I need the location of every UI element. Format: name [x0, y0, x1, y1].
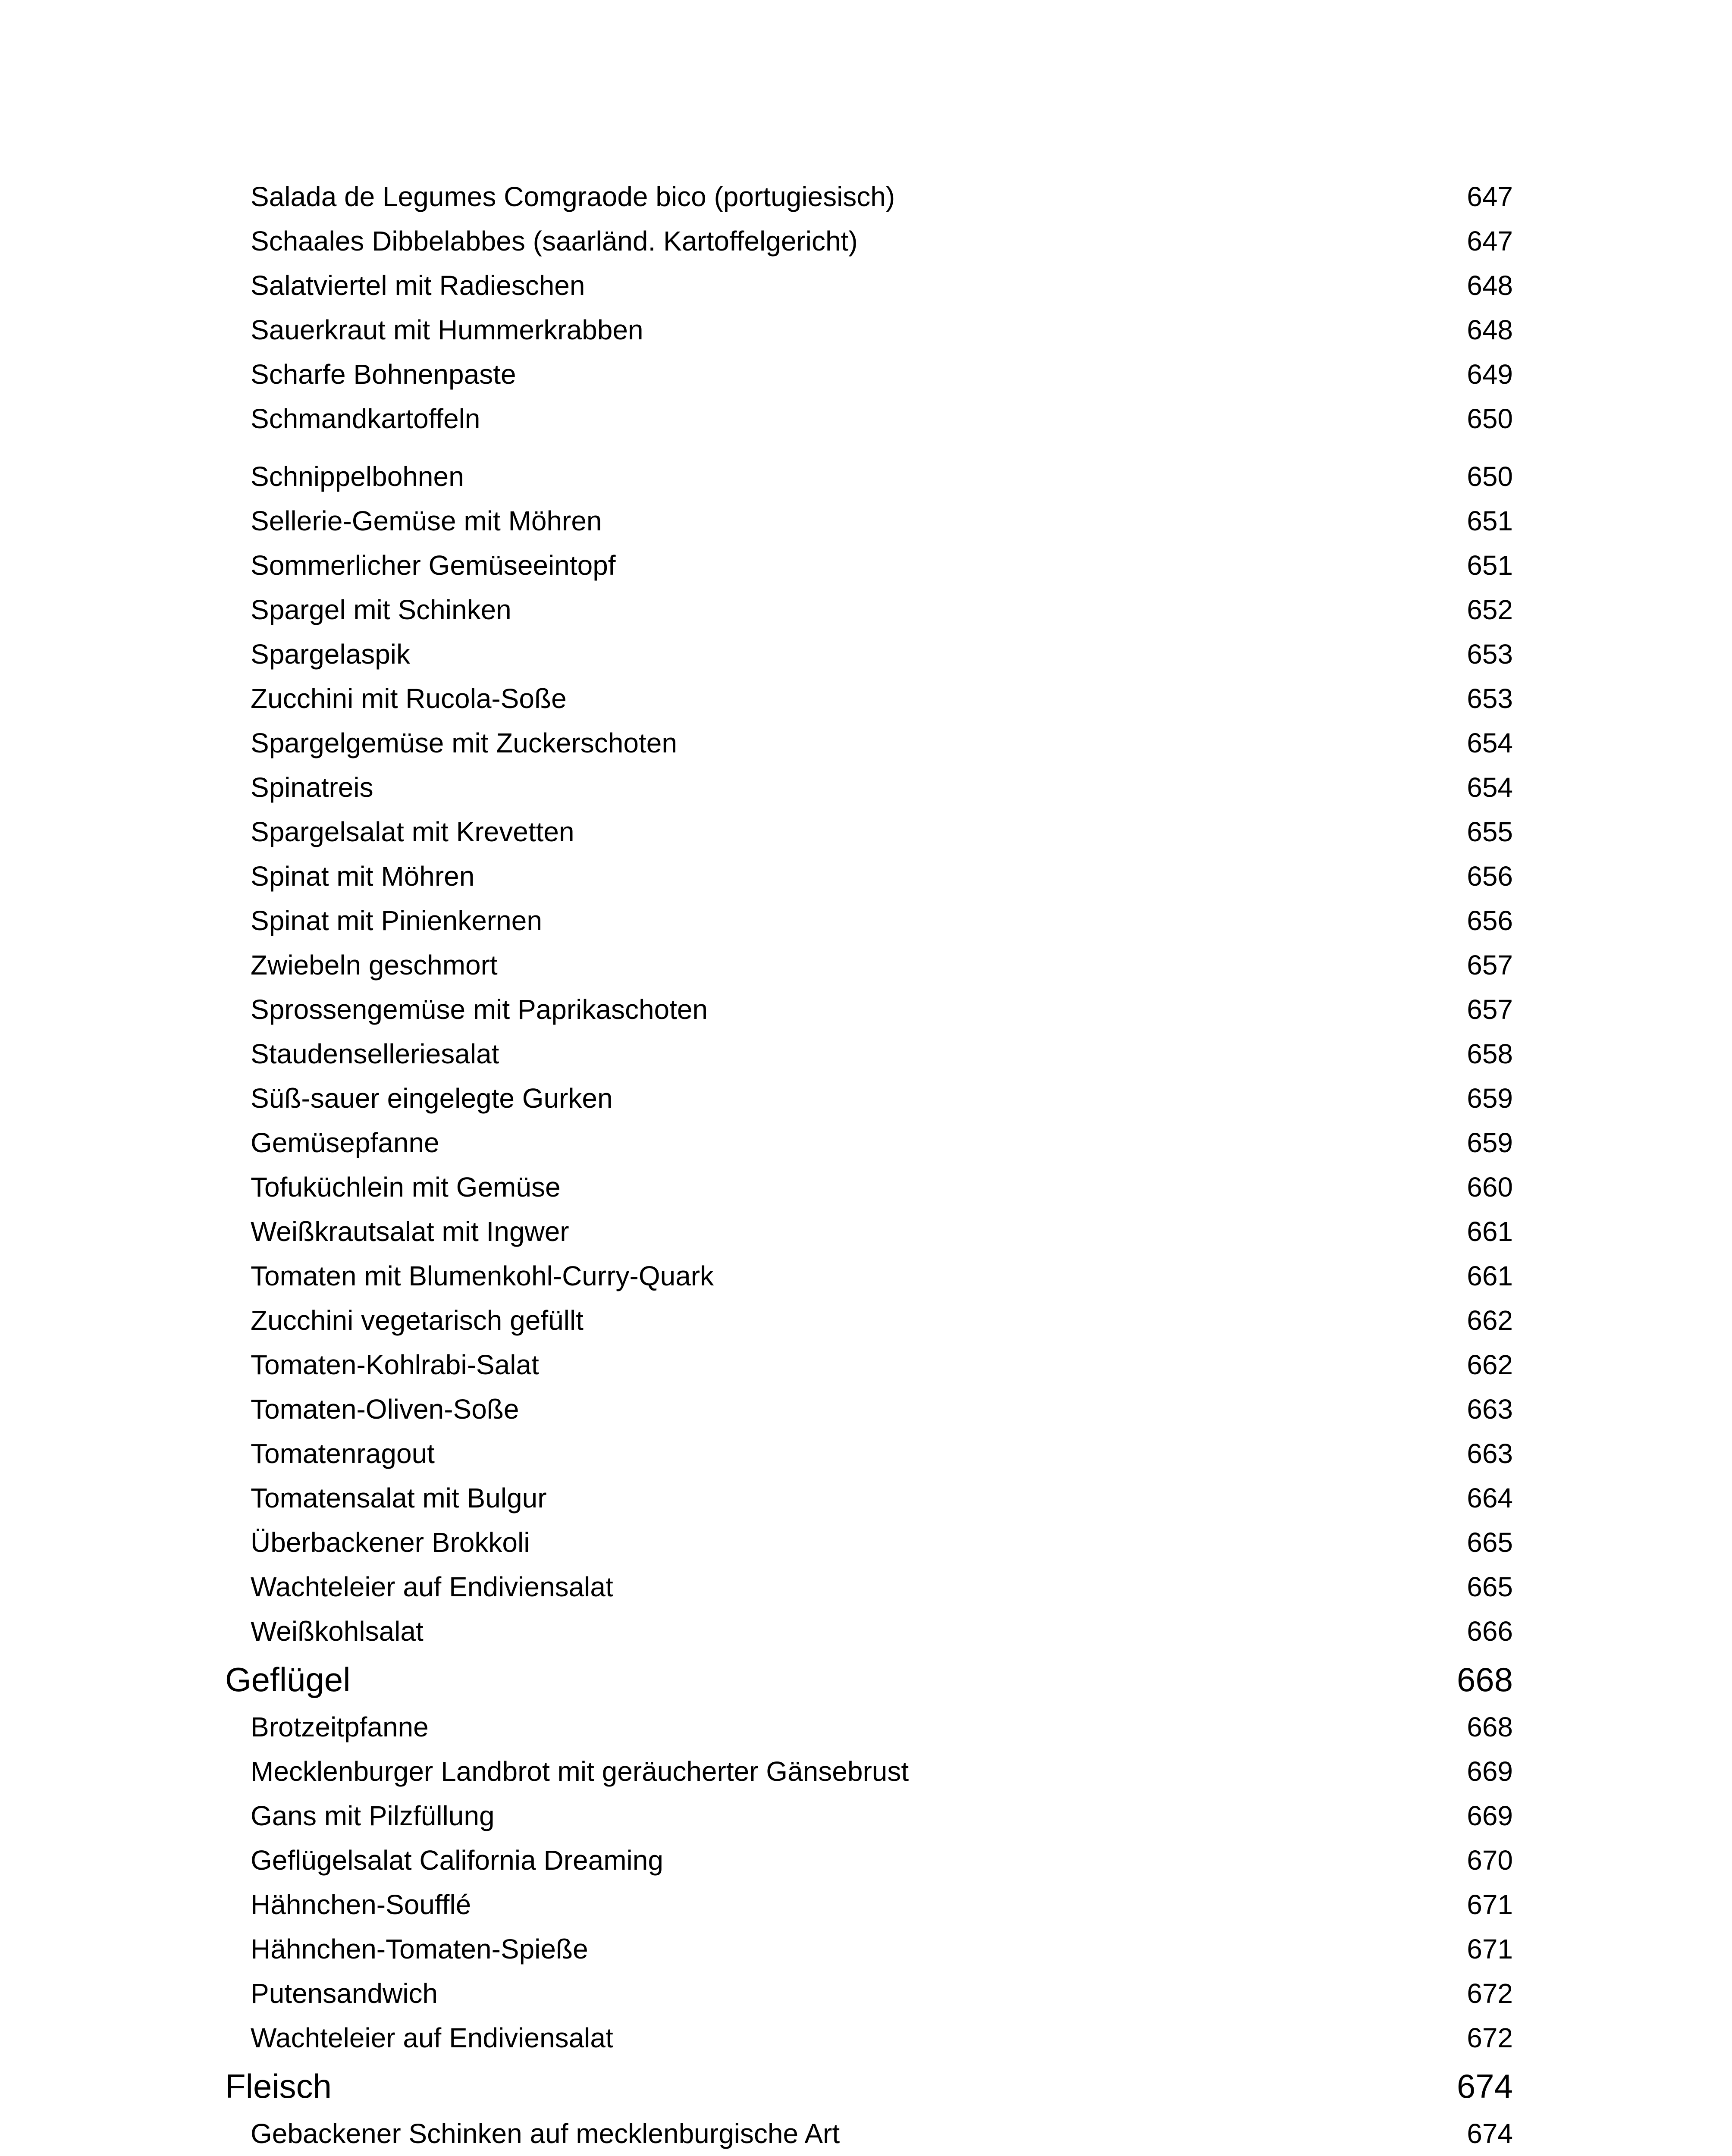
toc-section-page: 668 — [1456, 1661, 1513, 1698]
toc-entry — [0, 904, 1732, 937]
toc-entry-page: 653 — [1467, 683, 1513, 714]
toc-entry — [0, 1348, 1732, 1381]
toc-entry-page: 655 — [1467, 816, 1513, 847]
toc-entry-title: Hähnchen-Tomaten-Spieße — [251, 1934, 588, 1965]
toc-entry-page: 649 — [1467, 359, 1513, 390]
toc-entry — [0, 2117, 1732, 2150]
toc-entry-page: 647 — [1467, 181, 1513, 212]
toc-entry-page: 663 — [1467, 1438, 1513, 1469]
toc-entry — [0, 1260, 1732, 1292]
toc-entry-page: 647 — [1467, 226, 1513, 257]
toc-entry-title: Süß-sauer eingelegte Gurken — [251, 1083, 613, 1114]
toc-section-title: Fleisch — [225, 2067, 332, 2105]
toc-entry-title: Spargel mit Schinken — [251, 594, 511, 625]
toc-entry-page: 657 — [1467, 994, 1513, 1025]
toc-entry-title: Gans mit Pilzfüllung — [251, 1800, 495, 1831]
toc-entry-title: Scharfe Bohnenpaste — [251, 359, 516, 390]
toc-entry-title: Wachteleier auf Endiviensalat — [251, 1571, 613, 1602]
toc-entry-page: 650 — [1467, 461, 1513, 492]
toc-entry-page: 658 — [1467, 1038, 1513, 1069]
toc-entry — [0, 1126, 1732, 1159]
toc-entry-page: 650 — [1467, 403, 1513, 434]
toc-entry-page: 666 — [1467, 1616, 1513, 1647]
toc-entry-page: 671 — [1467, 1934, 1513, 1965]
toc-entry — [0, 269, 1732, 302]
toc-entry — [0, 682, 1732, 715]
toc-entry-title: Schaales Dibbelabbes (saarländ. Kartoffelgericht) — [251, 226, 858, 257]
toc-entry-title: Staudenselleriesalat — [251, 1038, 499, 1069]
toc-entry — [0, 1304, 1732, 1337]
toc-entry — [0, 1711, 1732, 1743]
toc-entry-title: Sommerlicher Gemüseeintopf — [251, 550, 616, 581]
toc-entry — [0, 1393, 1732, 1426]
toc-entry — [0, 180, 1732, 213]
toc-entry-page: 670 — [1467, 1845, 1513, 1876]
toc-entry-title: Weißkrautsalat mit Ingwer — [251, 1216, 569, 1247]
toc-entry-page: 653 — [1467, 639, 1513, 670]
toc-entry-page: 657 — [1467, 950, 1513, 981]
toc-entry-title: Spargelsalat mit Krevetten — [251, 816, 574, 847]
toc-section-title: Geflügel — [225, 1661, 351, 1698]
toc-entry-page: 654 — [1467, 772, 1513, 803]
toc-entry — [0, 1215, 1732, 1248]
toc-entry-title: Salada de Legumes Comgraode bico (portugiesisch) — [251, 181, 895, 212]
toc-entry — [0, 993, 1732, 1026]
toc-entry — [0, 225, 1732, 257]
toc-entry — [0, 549, 1732, 582]
toc-entry-title: Tomaten-Kohlrabi-Salat — [251, 1349, 539, 1380]
toc-entry — [0, 1037, 1732, 1070]
toc-entry-title: Tomatenragout — [251, 1438, 435, 1469]
toc-entry-title: Wachteleier auf Endiviensalat — [251, 2022, 613, 2053]
toc-entry — [0, 1171, 1732, 1203]
toc-entry — [0, 1482, 1732, 1514]
toc-entry — [0, 638, 1732, 671]
toc-entry — [0, 1977, 1732, 2010]
toc-entry — [0, 1526, 1732, 1559]
toc-entry-page: 665 — [1467, 1571, 1513, 1602]
toc-entry — [0, 1888, 1732, 1921]
toc-entry-title: Überbackener Brokkoli — [251, 1527, 530, 1558]
toc-entry-page: 656 — [1467, 861, 1513, 892]
toc-entry — [0, 313, 1732, 346]
toc-entry-title: Zucchini mit Rucola-Soße — [251, 683, 567, 714]
toc-entry — [0, 1933, 1732, 1965]
toc-entry — [0, 1082, 1732, 1115]
toc-entry-page: 648 — [1467, 314, 1513, 345]
toc-entry-title: Geflügelsalat California Dreaming — [251, 1845, 663, 1876]
toc-entry — [0, 505, 1732, 537]
toc-entry-page: 659 — [1467, 1083, 1513, 1114]
toc-section-heading — [0, 1660, 1732, 1699]
toc-entry-title: Spargelaspik — [251, 639, 410, 670]
toc-entry-title: Zwiebeln geschmort — [251, 950, 498, 981]
toc-entry-title: Zucchini vegetarisch gefüllt — [251, 1305, 584, 1336]
toc-entry-page: 654 — [1467, 727, 1513, 758]
toc-entry — [0, 1755, 1732, 1788]
toc-entry-page: 669 — [1467, 1800, 1513, 1831]
toc-entry-title: Weißkohlsalat — [251, 1616, 424, 1647]
toc-entry — [0, 771, 1732, 804]
toc-entry-page: 648 — [1467, 270, 1513, 301]
toc-entry — [0, 402, 1732, 435]
toc-entry-page: 661 — [1467, 1216, 1513, 1247]
toc-entry — [0, 1799, 1732, 1832]
toc-entry-title: Sprossengemüse mit Paprikaschoten — [251, 994, 708, 1025]
toc-entry — [0, 1437, 1732, 1470]
toc-entry-title: Salatviertel mit Radieschen — [251, 270, 585, 301]
toc-entry-page: 663 — [1467, 1394, 1513, 1425]
toc-entry-title: Tofuküchlein mit Gemüse — [251, 1172, 561, 1203]
toc-entry-title: Putensandwich — [251, 1978, 438, 2009]
toc-entry-title: Tomaten mit Blumenkohl-Curry-Quark — [251, 1260, 714, 1291]
toc-entry-page: 665 — [1467, 1527, 1513, 1558]
toc-entry-title: Spinat mit Pinienkernen — [251, 905, 542, 936]
toc-entry-title: Sauerkraut mit Hummerkrabben — [251, 314, 643, 345]
toc-entry — [0, 1615, 1732, 1648]
toc-entry-page: 671 — [1467, 1889, 1513, 1920]
toc-entry-title: Hähnchen-Soufflé — [251, 1889, 471, 1920]
toc-entry-title: Brotzeitpfanne — [251, 1711, 429, 1742]
toc-entry-page: 651 — [1467, 550, 1513, 581]
toc-entry-page: 668 — [1467, 1711, 1513, 1742]
toc-entry-page: 669 — [1467, 1756, 1513, 1787]
toc-entry-page: 652 — [1467, 594, 1513, 625]
toc-entry — [0, 460, 1732, 493]
toc-section-page: 674 — [1456, 2067, 1513, 2105]
toc-entry — [0, 727, 1732, 759]
toc-entry — [0, 815, 1732, 848]
toc-entry-page: 664 — [1467, 1482, 1513, 1514]
toc-entry-page: 662 — [1467, 1305, 1513, 1336]
toc-entry-page: 656 — [1467, 905, 1513, 936]
toc-entry-page: 672 — [1467, 2022, 1513, 2053]
toc-entry-page: 651 — [1467, 505, 1513, 536]
toc-entry-page: 659 — [1467, 1127, 1513, 1158]
toc-entry — [0, 949, 1732, 981]
toc-entry-title: Tomatensalat mit Bulgur — [251, 1482, 547, 1514]
toc-entry-page: 661 — [1467, 1260, 1513, 1291]
toc-entry-title: Spinatreis — [251, 772, 373, 803]
toc-entry-page: 660 — [1467, 1172, 1513, 1203]
toc-entry — [0, 593, 1732, 626]
toc-entry-title: Gebackener Schinken auf mecklenburgische Art — [251, 2118, 840, 2149]
toc-entry — [0, 1570, 1732, 1603]
toc-entry-title: Gemüsepfanne — [251, 1127, 439, 1158]
toc-section-heading — [0, 2067, 1732, 2106]
toc-entry-title: Schnippelbohnen — [251, 461, 464, 492]
toc-entry — [0, 1844, 1732, 1877]
toc-entry-title: Mecklenburger Landbrot mit geräucherter Gänsebrust — [251, 1756, 909, 1787]
toc-entry-title: Tomaten-Oliven-Soße — [251, 1394, 519, 1425]
toc-entry — [0, 860, 1732, 893]
toc-entry — [0, 358, 1732, 391]
toc-entry-title: Sellerie-Gemüse mit Möhren — [251, 505, 602, 536]
toc-entry-page: 674 — [1467, 2118, 1513, 2149]
toc-entry-title: Spinat mit Möhren — [251, 861, 475, 892]
toc-entry — [0, 2021, 1732, 2054]
toc-entry-title: Schmandkartoffeln — [251, 403, 480, 434]
toc-entry-title: Spargelgemüse mit Zuckerschoten — [251, 727, 677, 758]
toc-entry-page: 662 — [1467, 1349, 1513, 1380]
toc-entry-page: 672 — [1467, 1978, 1513, 2009]
